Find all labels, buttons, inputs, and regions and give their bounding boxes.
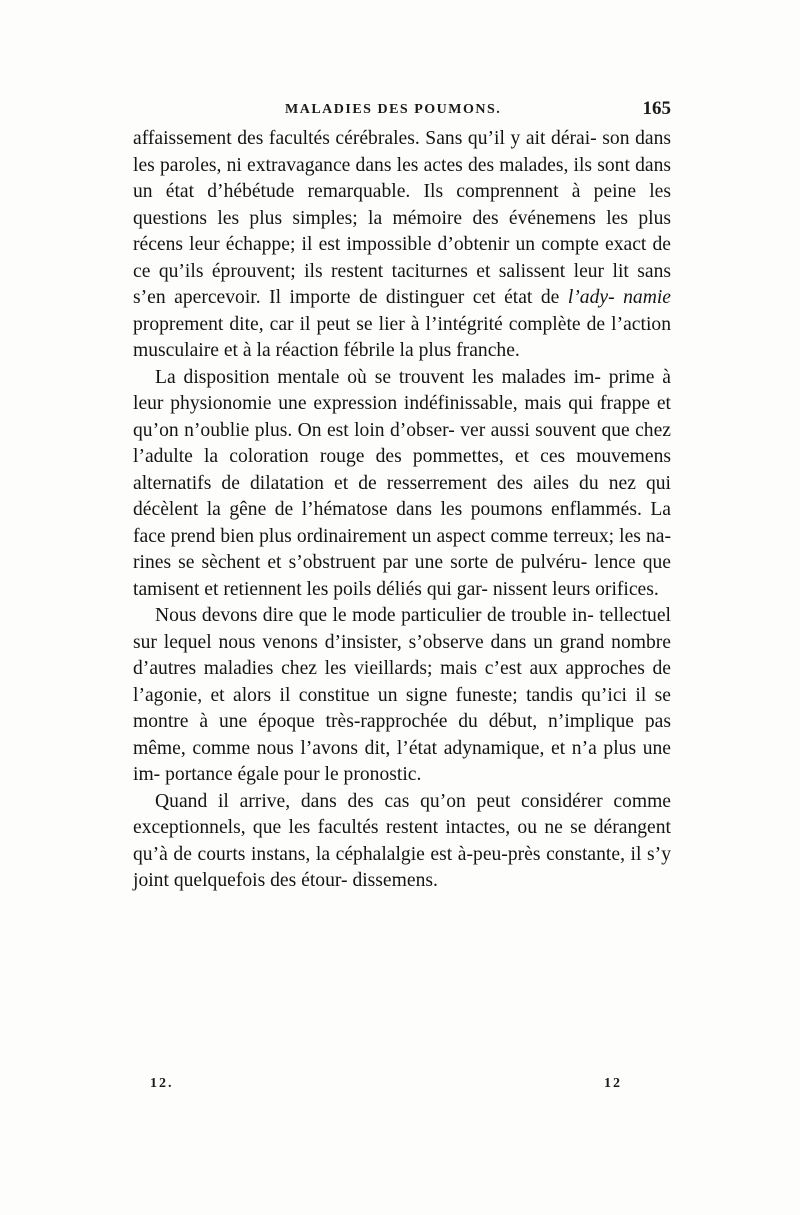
paragraph-1-text-b: proprement dite, car il peut se lier à l’intégrité complète de l’action musculaire et à la réaction fébrile la plus franche. (133, 313, 671, 361)
paragraph-1 (133, 126, 671, 365)
paragraph-2-text: La disposition mentale où se trouvent les malades im- prime à leur physionomie une expression indéfinissable, mais qui frappe et qu’on n’oublie plus. On est loin d’obser- ver aussi souvent que chez l’adulte la coloration rouge des pommettes, et ces mouvemens alternatifs de dilatation et de resserrement des ailes du nez qui décèlent la gêne de l’hématose dans les poumons enflammés. La face prend bien plus ordinairement un aspect comme terreux; les na- rines se sèchent et s’obstruent par une sorte de pulvéru- lence que tamisent et retiennent les poils déliés qui gar- nissent leurs orifices. (133, 366, 671, 600)
paragraph-3-text: Nous devons dire que le mode particulier de trouble in- tellectuel sur lequel nous venons d’insister, s’observe dans un grand nombre d’autres maladies chez les vieillards; mais c’est aux approches de l’agonie, et alors il constitue un signe funeste; tandis qu’ici il se montre à une époque très-rapprochée du début, n’implique pas même, comme nous l’avons dit, l’état adynamique, et n’a plus une im- portance égale pour le pronostic. (133, 605, 671, 785)
signature-mark-left: 12. (150, 1076, 174, 1091)
italic-term-adynamie: l’ady- namie (567, 287, 671, 308)
body-text (133, 126, 671, 895)
signature-mark-right: 12 (604, 1076, 622, 1091)
paragraph-4 (133, 789, 671, 895)
paragraph-2 (133, 365, 671, 604)
paragraph-1-text-a: affaissement des facultés cérébrales. Sans qu’il y ait dérai- son dans les paroles, ni extravagance dans les actes des malades, ils sont dans un état d’hébétude remarquable. Ils comprennent à peine les questions les plus simples; la mémoire des événemens les plus récens leur échappe; il est impossible d’obtenir un compte exact de ce qu’ils éprouvent; ils restent taciturnes et salissent leur lit sans s’en apercevoir. Il importe de distinguer cet état de (133, 128, 671, 308)
page-number: 165 (642, 98, 671, 119)
running-title: MALADIES DES POUMONS. (285, 102, 502, 117)
paragraph-3 (133, 603, 671, 789)
running-head (135, 98, 671, 124)
paragraph-4-text: Quand il arrive, dans des cas qu’on peut considérer comme exceptionnels, que les facultés restent intactes, ou ne se dérangent qu’à de courts instans, la céphalalgie est à-peu-près constante, il s’y joint quelquefois des étour- dissemens. (133, 790, 671, 891)
page-footer (150, 1076, 622, 1100)
